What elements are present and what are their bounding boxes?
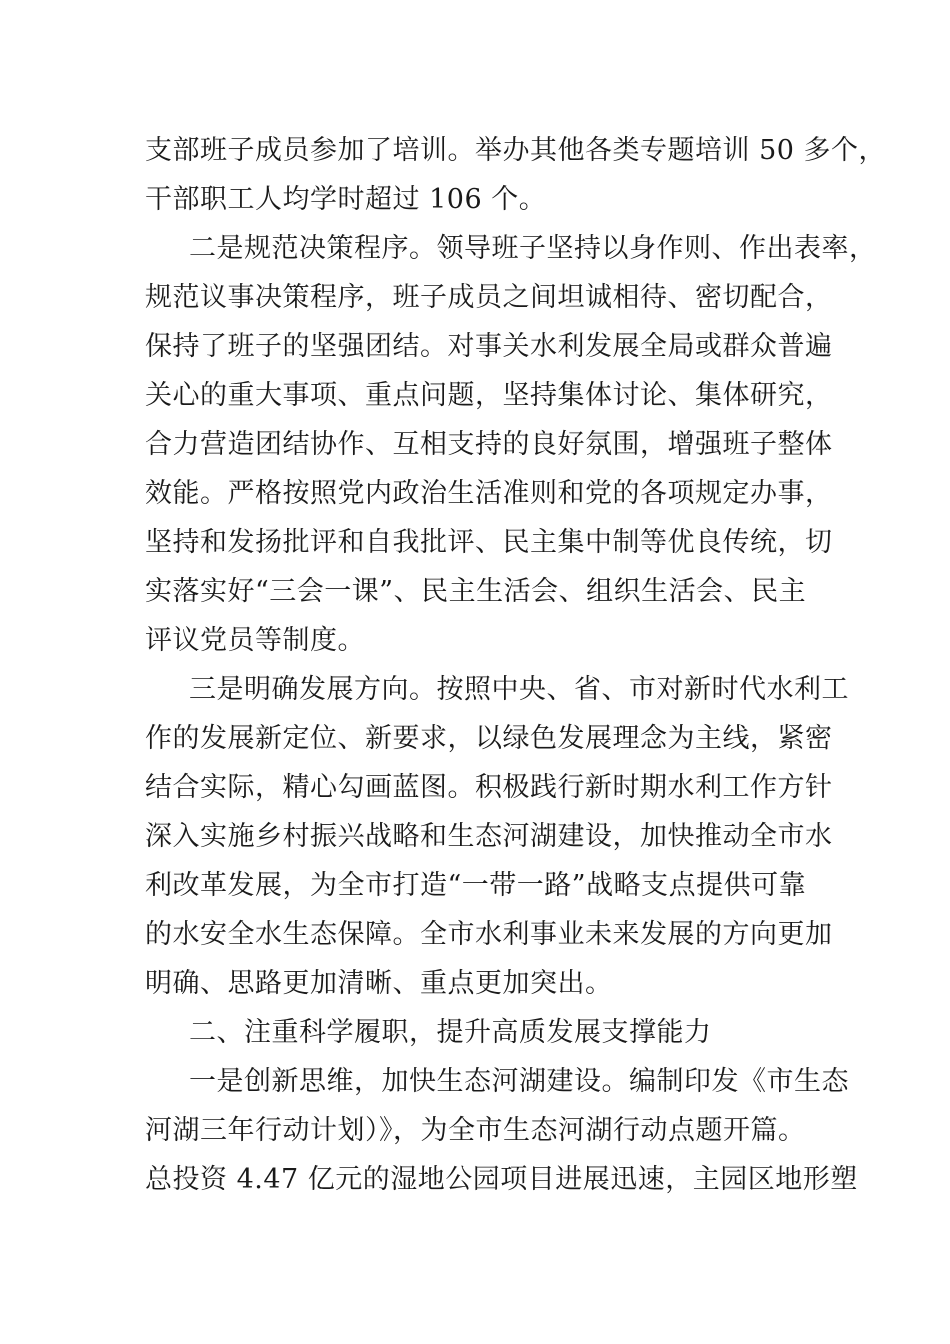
text-line: 利改革发展，为全市打造“一带一路”战略支点提供可靠 [145,870,807,901]
text-line: 规范议事决策程序，班子成员之间坦诚相待、密切配合， [145,282,833,313]
text-line: 的水安全水生态保障。全市水利事业未来发展的方向更加 [145,919,833,950]
text-line: 评议党员等制度。 [145,625,365,656]
text-line: 明确、思路更加清晰、重点更加突出。 [145,968,613,999]
text-line: 深入实施乡村振兴战略和生态河湖建设，加快推动全市水 [145,821,833,852]
text-line: 干部职工人均学时超过 106 个。 [145,184,547,215]
text-line: 坚持和发扬批评和自我批评、民主集中制等优良传统，切 [145,527,833,558]
text-line: 效能。严格按照党内政治生活准则和党的各项规定办事， [145,478,833,509]
text-line: 合力营造团结协作、互相支持的良好氛围，增强班子整体 [145,429,833,460]
paragraph-start-line: 一是创新思维，加快生态河湖建设。编制印发《市生态 [189,1066,849,1097]
section-heading: 二、注重科学履职，提升高质发展支撑能力 [189,1017,712,1048]
text-line: 总投资 4.47 亿元的湿地公园项目进展迅速，主园区地形塑 [145,1164,858,1195]
text-line: 保持了班子的坚强团结。对事关水利发展全局或群众普遍 [145,331,833,362]
text-line: 支部班子成员参加了培训。举办其他各类专题培训 50 多个， [145,135,887,166]
document-body [145,126,887,1204]
text-line: 河湖三年行动计划）》，为全市生态河湖行动点题开篇。 [145,1115,806,1146]
paragraph-start-line: 三是明确发展方向。按照中央、省、市对新时代水利工 [189,674,849,705]
text-line: 作的发展新定位、新要求，以绿色发展理念为主线，紧密 [145,723,833,754]
text-line: 结合实际，精心勾画蓝图。积极践行新时期水利工作方针 [145,772,833,803]
paragraph-start-line: 二是规范决策程序。领导班子坚持以身作则、作出表率， [189,233,877,264]
text-line: 实落实好“三会一课”、民主生活会、组织生活会、民主 [145,576,807,607]
text-line: 关心的重大事项、重点问题，坚持集体讨论、集体研究， [145,380,833,411]
